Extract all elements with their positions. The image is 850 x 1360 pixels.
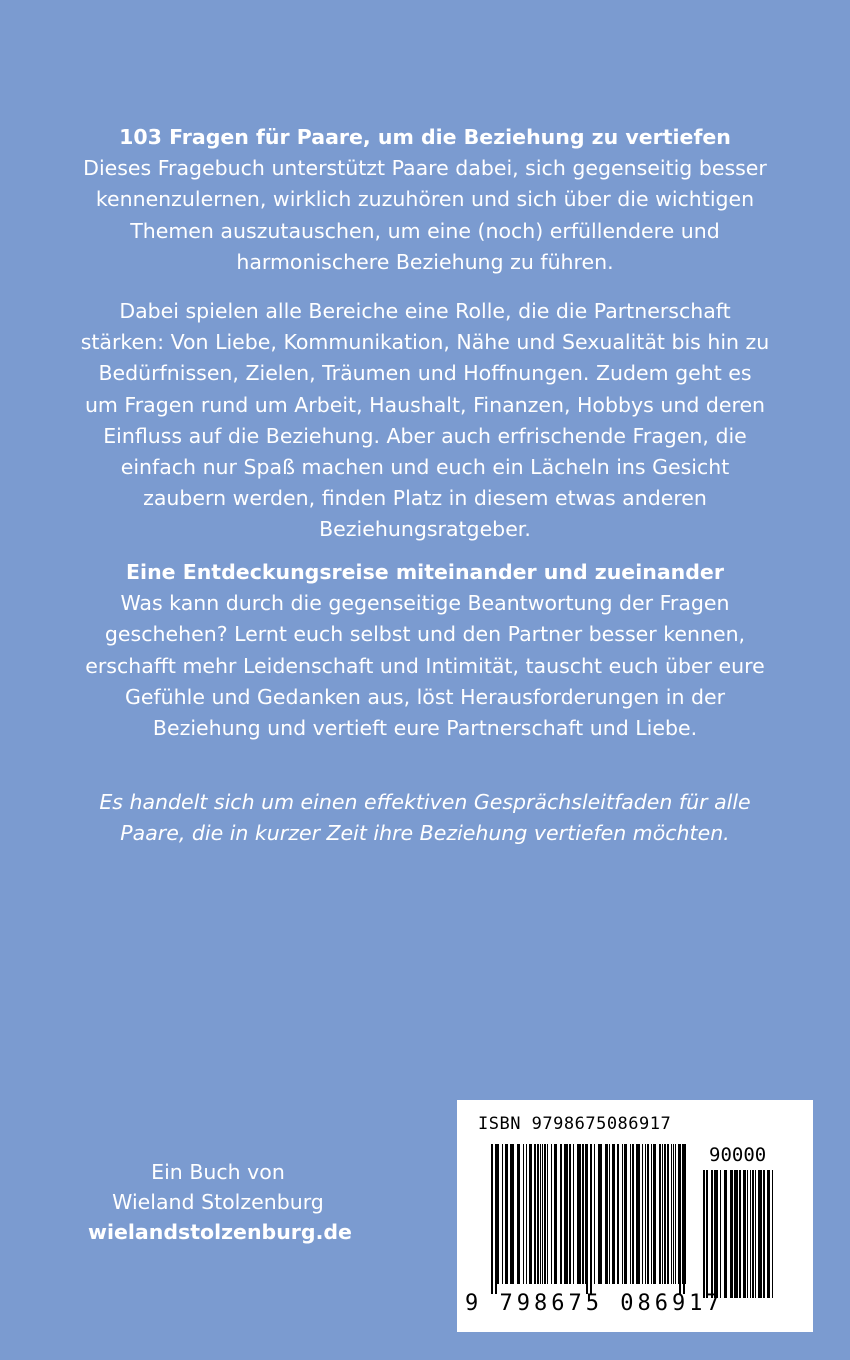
isbn-barcode xyxy=(457,1100,813,1332)
closing-text: Es handelt sich um einen effektiven Gesprächsleitfaden für alle Paare, die in kurzer Zeit ihre Beziehung vertiefen möchten. xyxy=(99,790,751,846)
author-website: wielandstolzenburg.de xyxy=(88,1220,352,1244)
author-name: Wieland Stolzenburg xyxy=(112,1190,324,1214)
areas-text: Dabei spielen alle Bereiche eine Rolle, die die Partnerschaft stärken: Von Liebe, Kommunikation, Nähe und Sexualität bis hin zu Bedürfnissen, Zielen, Träumen und Hoffnungen. Zudem geht es um Fragen rund um Arbeit, Haushalt, Finanzen, Hobbys und deren Einfluss auf die Beziehung. Aber auch erfrischende Fragen, die einfach nur Spaß machen und euch ein Lächeln ins Gesicht zaubern werden, finden Platz in diesem etwas anderen Beziehungsratgeber. xyxy=(80,299,770,542)
areas-section xyxy=(80,296,770,546)
journey-heading: Eine Entdeckungsreise miteinander und zueinander xyxy=(126,560,724,584)
intro-heading: 103 Fragen für Paare, um die Beziehung zu vertiefen xyxy=(119,125,731,149)
journey-text: Was kann durch die gegenseitige Beantwortung der Fragen geschehen? Lernt euch selbst und den Partner besser kennen, erschafft mehr Leidenschaft und Intimität, tauscht euch über eure Gefühle und Gedanken aus, löst Herausforderungen in der Beziehung und vertieft eure Partnerschaft und Liebe. xyxy=(85,591,765,741)
price-code: 90000 xyxy=(709,1144,767,1166)
intro-text: Dieses Fragebuch unterstützt Paare dabei, sich gegenseitig besser kennenzulernen, wirklich zuzuhören und sich über die wichtigen Themen auszutauschen, um eine (noch) erfüllendere und harmonischere Beziehung zu führen. xyxy=(83,156,767,274)
author-block xyxy=(88,1157,352,1247)
author-intro: Ein Buch von xyxy=(151,1160,285,1184)
intro-section xyxy=(80,122,770,278)
isbn-label: ISBN 9798675086917 xyxy=(478,1114,672,1134)
closing-section xyxy=(80,787,770,849)
barcode-digits: 9 798675 086917 xyxy=(465,1291,724,1316)
journey-section xyxy=(80,557,770,744)
